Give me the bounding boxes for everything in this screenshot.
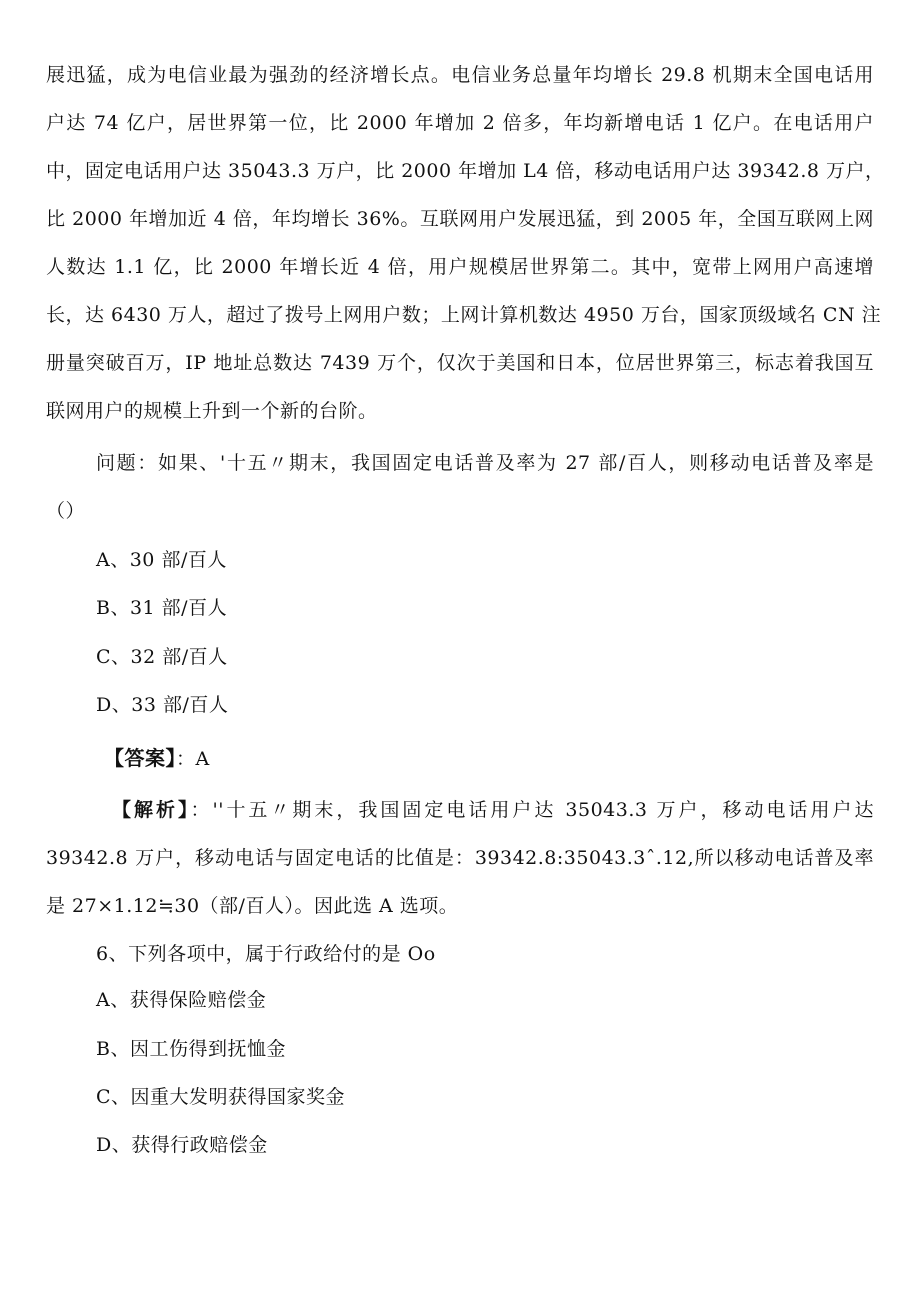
passage-line: 比 2000 年增加近 4 倍，年均增长 36%。互联网用户发展迅猛，到 2005 年，全国互联网上网 (46, 208, 874, 230)
option-b: B、31 部/百人 (96, 597, 228, 619)
analysis-line (112, 796, 874, 824)
passage-line: 联网用户的规模上升到一个新的台阶。 (46, 400, 378, 422)
answer-label: 【答案】 (104, 746, 176, 770)
analysis-label: 【解析】 (112, 799, 191, 821)
option-d: D、33 部/百人 (96, 694, 229, 716)
option-d: D、获得行政赔偿金 (96, 1134, 268, 1156)
option-b: B、因工伤得到抚恤金 (96, 1038, 286, 1060)
analysis-line: 39342.8 万户，移动电话与固定电话的比值是：39342.8:35043.3ˆ.12,所以移动电话普及率 (46, 847, 874, 869)
passage-line: 长，达 6430 万人，超过了拨号上网用户数；上网计算机数达 4950 万台，国家顶级域名 CN 注 (46, 304, 882, 326)
question-stem: 问题：如果、'十五〃期末，我国固定电话普及率为 27 部/百人，则移动电话普及率是 (96, 452, 874, 474)
answer-value: ：A (176, 748, 210, 770)
passage-line: 中，固定电话用户达 35043.3 万户，比 2000 年增加 L4 倍，移动电话用户达 39342.8 万户， (46, 160, 885, 182)
passage-line: 册量突破百万，IP 地址总数达 7439 万个，仅次于美国和日本，位居世界第三，标志着我国互 (46, 352, 874, 374)
analysis-text: ：''十五〃期末，我国固定电话用户达 35043.3 万户，移动电话用户达 (190, 799, 874, 821)
option-a: A、获得保险赔偿金 (96, 989, 267, 1011)
passage-line: 展迅猛，成为电信业最为强劲的经济增长点。电信业务总量年均增长 29.8 机期末全国电话用 (46, 64, 874, 86)
question-stem-continued: （） (46, 500, 86, 522)
option-c: C、因重大发明获得国家奖金 (96, 1086, 346, 1108)
option-c: C、32 部/百人 (96, 646, 228, 668)
option-a: A、30 部/百人 (96, 549, 227, 571)
passage-line: 人数达 1.1 亿，比 2000 年增长近 4 倍，用户规模居世界第二。其中，宽带上网用户高速增 (46, 256, 874, 278)
analysis-line: 是 27×1.12≒30（部/百人）。因此选 A 选项。 (46, 895, 459, 917)
question-stem: 6、下列各项中，属于行政给付的是 Oo (96, 943, 436, 965)
passage-line: 户达 74 亿户，居世界第一位，比 2000 年增加 2 倍多，年均新增电话 1 亿户。在电话用户 (46, 112, 874, 134)
answer-line (104, 744, 504, 773)
